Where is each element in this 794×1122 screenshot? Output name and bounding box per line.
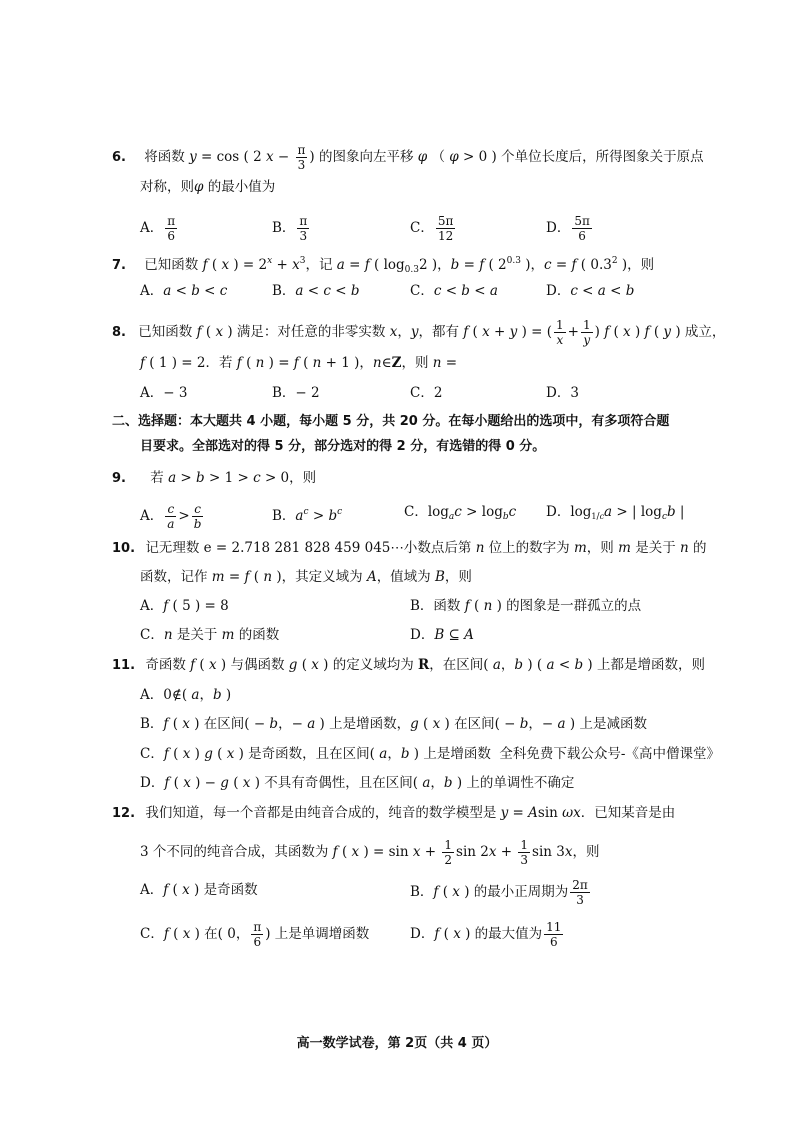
q6-option-c: C． $\frac{5\pi}{12}$ [410, 214, 454, 243]
q12-option-d: D．f ( x ) 的最大值为 $\frac{11}{6}$ [410, 920, 562, 949]
q6-option-d: D． $\frac{5\pi}{6}$ [546, 214, 590, 243]
question-12-line-2: 3 个不同的纯音合成，其函数为 f ( x ) = sin x + $\frac{1}{2}$ sin 2x + $\frac{1}{3}$ sin 3x，则 [140, 838, 600, 867]
page-footer: 高一数学试卷，第 2页（共 4 页） [296, 1036, 498, 1051]
question-number: 11. [112, 658, 136, 673]
q12-option-b: B．f ( x ) 的最小正周期为 $\frac{2\pi}{3}$ [410, 878, 588, 907]
q6-option-b: B． $\frac{\pi}{3}$ [272, 214, 308, 243]
q7-option-a: A．a < b < c [140, 283, 228, 299]
q9-option-b: B．$a^c > b^c$ [272, 507, 343, 524]
section-2-header-line-1: 二、选择题：本大题共 4 小题，每小题 5 分，共 20 分。在每小题给出的选项中，有多项符合题 [112, 414, 670, 429]
q9-option-d: D．$\log_{1/c}a$ > | $\log_cb$ | [546, 504, 685, 522]
q10-option-a: A．f ( 5 ) = 8 [140, 598, 229, 614]
q11-option-b: B．f ( x ) 在区间( − b，− a ) 上是增函数，g ( x ) 在区间( − b，− a ) 上是减函数 [140, 716, 647, 732]
q7-option-b: B．a < c < b [272, 283, 360, 299]
question-number: 6. [112, 150, 126, 165]
question-8-line-2: f ( 1 ) = 2．若 f ( n ) = f ( n + 1 )，n∈Z，则 n = [140, 355, 458, 371]
q11-option-c: C．f ( x ) g ( x ) 是奇函数，且在区间( a，b ) 上是增函数 全科免费下载公众号-《高中僧课堂》 [140, 746, 720, 762]
q10-option-d: D．B ⊆ A [410, 627, 474, 643]
q11-option-a: A．0∉( a，b ) [140, 687, 232, 703]
q8-option-b: B．− 2 [272, 385, 320, 401]
question-number: 9. [112, 471, 126, 486]
q6-option-a: A． $\frac{\pi}{6}$ [140, 214, 176, 243]
question-10-line-2: 函数，记作 m = f ( n )，其定义域为 A，值域为 B，则 [140, 569, 472, 585]
q8-option-c: C．2 [410, 385, 443, 401]
q9-option-a: A． $\frac{c}{a}$ > $\frac{c}{b}$ [140, 502, 202, 531]
q12-option-c: C．f ( x ) 在( 0， $\frac{\pi}{6}$ ) 上是单调增函数 [140, 920, 370, 949]
question-8-line-1: 8. 已知函数 f ( x ) 满足：对任意的非零实数 x，y，都有 f ( x + y ) = ( $\frac{1}{x}$ + $\frac{1}{y}$ ) f ( x ) f ( y ) 成立， [112, 318, 726, 347]
q10-option-c: C．n 是关于 m 的函数 [140, 627, 280, 643]
question-6-line-1: 6. 将函数 y = cos ( 2 x − $\frac{\pi}{3}$ ) 的图象向左平移 φ （ φ > 0 ) 个单位长度后，所得图象关于原点 [112, 143, 704, 172]
question-6-line-2: 对称，则φ 的最小值为 [140, 179, 276, 195]
question-9-line: 9. 若 a > b > 1 > c > 0，则 [112, 470, 317, 486]
question-number: 10. [112, 541, 136, 556]
q9-option-c: C．$\log_ac > \log_bc$ [404, 504, 517, 522]
question-12-line-1: 12. 我们知道，每一个音都是由纯音合成的，纯音的数学模型是 y = Asin ωx．已知某音是由 [112, 805, 676, 821]
question-number: 12. [112, 806, 136, 821]
question-number: 8. [112, 325, 126, 340]
question-10-line-1: 10. 记无理数 e = 2.718 281 828 459 045⋯小数点后第 n 位上的数字为 m，则 m 是关于 n 的 [112, 540, 707, 556]
question-7-line: 7. 已知函数 f ( x ) = $2^x + x^3$，记 a = f ( $\log_{0.3}2$ )，b = f ( $2^{0.3}$ )，c = f ( $0.3^2$ )，则 [112, 256, 655, 275]
q8-option-d: D．3 [546, 385, 579, 401]
q7-option-c: C．c < b < a [410, 283, 498, 299]
q7-option-d: D．c < a < b [546, 283, 635, 299]
q11-option-d: D．f ( x ) − g ( x ) 不具有奇偶性，且在区间( a，b ) 上的单调性不确定 [140, 775, 575, 791]
q8-option-a: A．− 3 [140, 385, 188, 401]
q12-option-a: A．f ( x ) 是奇函数 [140, 882, 258, 898]
question-number: 7. [112, 258, 126, 273]
q10-option-b: B．函数 f ( n ) 的图象是一群孤立的点 [410, 598, 642, 614]
section-2-header-line-2: 目要求。全部选对的得 5 分，部分选对的得 2 分，有选错的得 0 分。 [140, 439, 546, 454]
question-11-line: 11. 奇函数 f ( x ) 与偶函数 g ( x ) 的定义域均为 R，在区间( a，b ) ( a < b ) 上都是增函数，则 [112, 657, 705, 673]
